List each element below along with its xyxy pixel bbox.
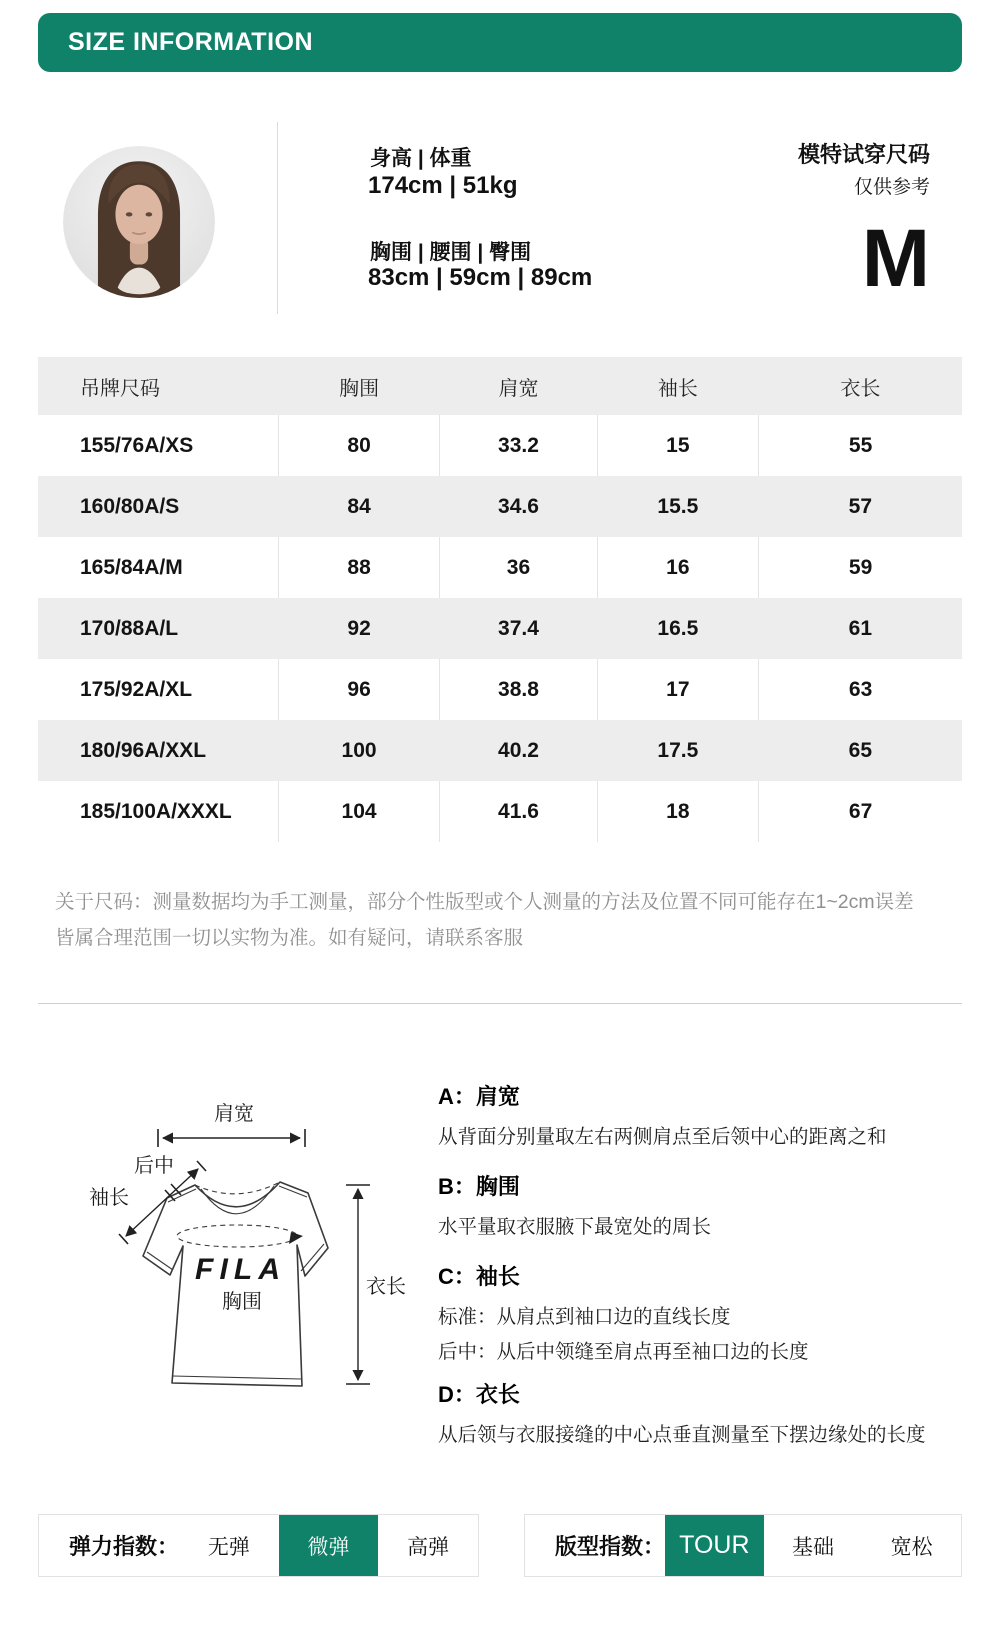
table-row: [38, 720, 962, 781]
size-table-header-row: [38, 357, 962, 415]
measure-guide-A-desc: 从背面分别量取左右两侧肩点至后领中心的距离之和: [438, 1126, 887, 1148]
measure-guide-C: [438, 1260, 968, 1370]
fit-index-label: 版型指数：: [555, 1534, 666, 1559]
table-row: [38, 537, 962, 598]
height-weight-label: 身高 | 体重: [370, 147, 472, 170]
cell-length: 65: [848, 738, 873, 762]
measure-guide-A: [438, 1080, 968, 1155]
cell-size: 175/92A/XL: [80, 677, 193, 701]
col-header-sleeve: 袖长: [597, 357, 759, 415]
table-row: [38, 659, 962, 720]
cell-sleeve: 16.5: [657, 616, 699, 640]
cell-size: 185/100A/XXXL: [80, 799, 232, 823]
table-row: [38, 598, 962, 659]
brand-logo: FILA: [195, 1253, 279, 1286]
cell-size: 180/96A/XXL: [80, 738, 207, 762]
cell-length: 55: [759, 415, 962, 476]
horizontal-divider: [38, 1003, 962, 1004]
measure-guide-B-desc: 水平量取衣服腋下最宽处的周长: [438, 1216, 712, 1238]
measure-guide-D: [438, 1378, 968, 1453]
cell-length: 63: [759, 659, 962, 720]
cell-chest: 100: [341, 738, 377, 762]
cell-chest: 88: [278, 537, 440, 598]
cell-shoulder: 37.4: [498, 616, 539, 640]
section-header: [38, 13, 962, 72]
col-header-length: 衣长: [759, 357, 962, 415]
cell-length: 67: [759, 781, 962, 842]
fit-option-basic: 基础: [792, 1535, 834, 1559]
measure-guide-B: [438, 1170, 968, 1245]
measure-guide-C-desc-1: 标准：从肩点到袖口边的直线长度: [438, 1306, 731, 1328]
model-portrait-image: [63, 146, 215, 298]
measure-guide-C-desc-2: 后中：从后中领缝至肩点再至袖口边的长度: [438, 1341, 809, 1363]
cell-size: 165/84A/M: [80, 555, 183, 579]
cell-sleeve: 15.5: [657, 494, 699, 518]
fitting-size-title: 模特试穿尺码: [797, 142, 930, 167]
fit-index-bar: [524, 1514, 962, 1577]
cell-shoulder: 41.6: [440, 781, 597, 842]
cell-chest: 84: [347, 494, 371, 518]
cell-chest: 104: [278, 781, 440, 842]
elasticity-option-slight: 微弹: [279, 1515, 379, 1576]
cell-sleeve: 16: [597, 537, 759, 598]
cell-length: 57: [848, 494, 873, 518]
chest-label: 胸围: [222, 1291, 262, 1313]
size-disclaimer: [55, 884, 945, 956]
disclaimer-line-2: 皆属合理范围一切以实物为准。如有疑问，请联系客服: [55, 927, 524, 949]
col-header-shoulder: 肩宽: [440, 357, 597, 415]
cell-size: 160/80A/S: [80, 494, 180, 518]
section-title: SIZE INFORMATION: [68, 28, 314, 56]
measure-guide-A-title: A：肩宽: [438, 1084, 520, 1109]
measure-guide-D-title: D：衣长: [438, 1382, 520, 1407]
sleeve-length-label: 袖长: [89, 1187, 129, 1209]
cell-chest: 92: [347, 616, 371, 640]
elasticity-index-label: 弹力指数：: [69, 1534, 180, 1559]
body-measurements-value: 83cm | 59cm | 89cm: [368, 264, 593, 291]
cell-shoulder: 40.2: [498, 738, 539, 762]
back-center-label: 后中: [134, 1155, 174, 1177]
measure-guide-D-desc: 从后领与衣服接缝的中心点垂直测量至下摆边缘处的长度: [438, 1424, 926, 1446]
fit-option-tour: TOUR: [665, 1515, 764, 1576]
cell-sleeve: 18: [597, 781, 759, 842]
shoulder-width-label: 肩宽: [214, 1103, 254, 1125]
elasticity-option-none: 无弹: [207, 1535, 250, 1559]
size-table: [38, 357, 962, 842]
cell-length: 59: [759, 537, 962, 598]
height-weight-value: 174cm | 51kg: [368, 172, 518, 199]
measure-guide-B-title: B：胸围: [438, 1174, 520, 1199]
cell-shoulder: 33.2: [440, 415, 597, 476]
body-measurements-label: 胸围 | 腰围 | 臀围: [370, 241, 532, 264]
vertical-divider: [277, 122, 278, 314]
col-header-chest: 胸围: [278, 357, 440, 415]
table-row: [38, 415, 962, 476]
cell-chest: 96: [278, 659, 440, 720]
cell-chest: 80: [278, 415, 440, 476]
model-avatar: [63, 146, 215, 298]
elasticity-index-bar: [38, 1514, 479, 1577]
elasticity-option-high: 高弹: [407, 1535, 450, 1559]
cell-sleeve: 15: [597, 415, 759, 476]
cell-shoulder: 34.6: [498, 494, 539, 518]
cell-sleeve: 17.5: [657, 738, 699, 762]
table-row: [38, 476, 962, 537]
cell-sleeve: 17: [597, 659, 759, 720]
cell-size: 170/88A/L: [80, 616, 179, 640]
fitting-size-note: 仅供参考: [853, 177, 930, 198]
fitting-size-value: M: [861, 213, 930, 304]
table-row: [38, 781, 962, 842]
cell-shoulder: 36: [440, 537, 597, 598]
cell-size: 155/76A/XS: [80, 433, 194, 457]
cell-length: 61: [848, 616, 873, 640]
measure-guide-C-title: C：袖长: [438, 1264, 520, 1289]
fit-option-loose: 宽松: [890, 1535, 933, 1559]
disclaimer-line-1: 关于尺码：测量数据均为手工测量，部分个性版型或个人测量的方法及位置不同可能存在1~2cm误差: [55, 891, 914, 913]
tshirt-measurement-diagram: [65, 1048, 415, 1403]
col-header-tag-size: 吊牌尺码: [38, 357, 278, 415]
garment-length-label: 衣长: [366, 1276, 406, 1298]
cell-shoulder: 38.8: [440, 659, 597, 720]
